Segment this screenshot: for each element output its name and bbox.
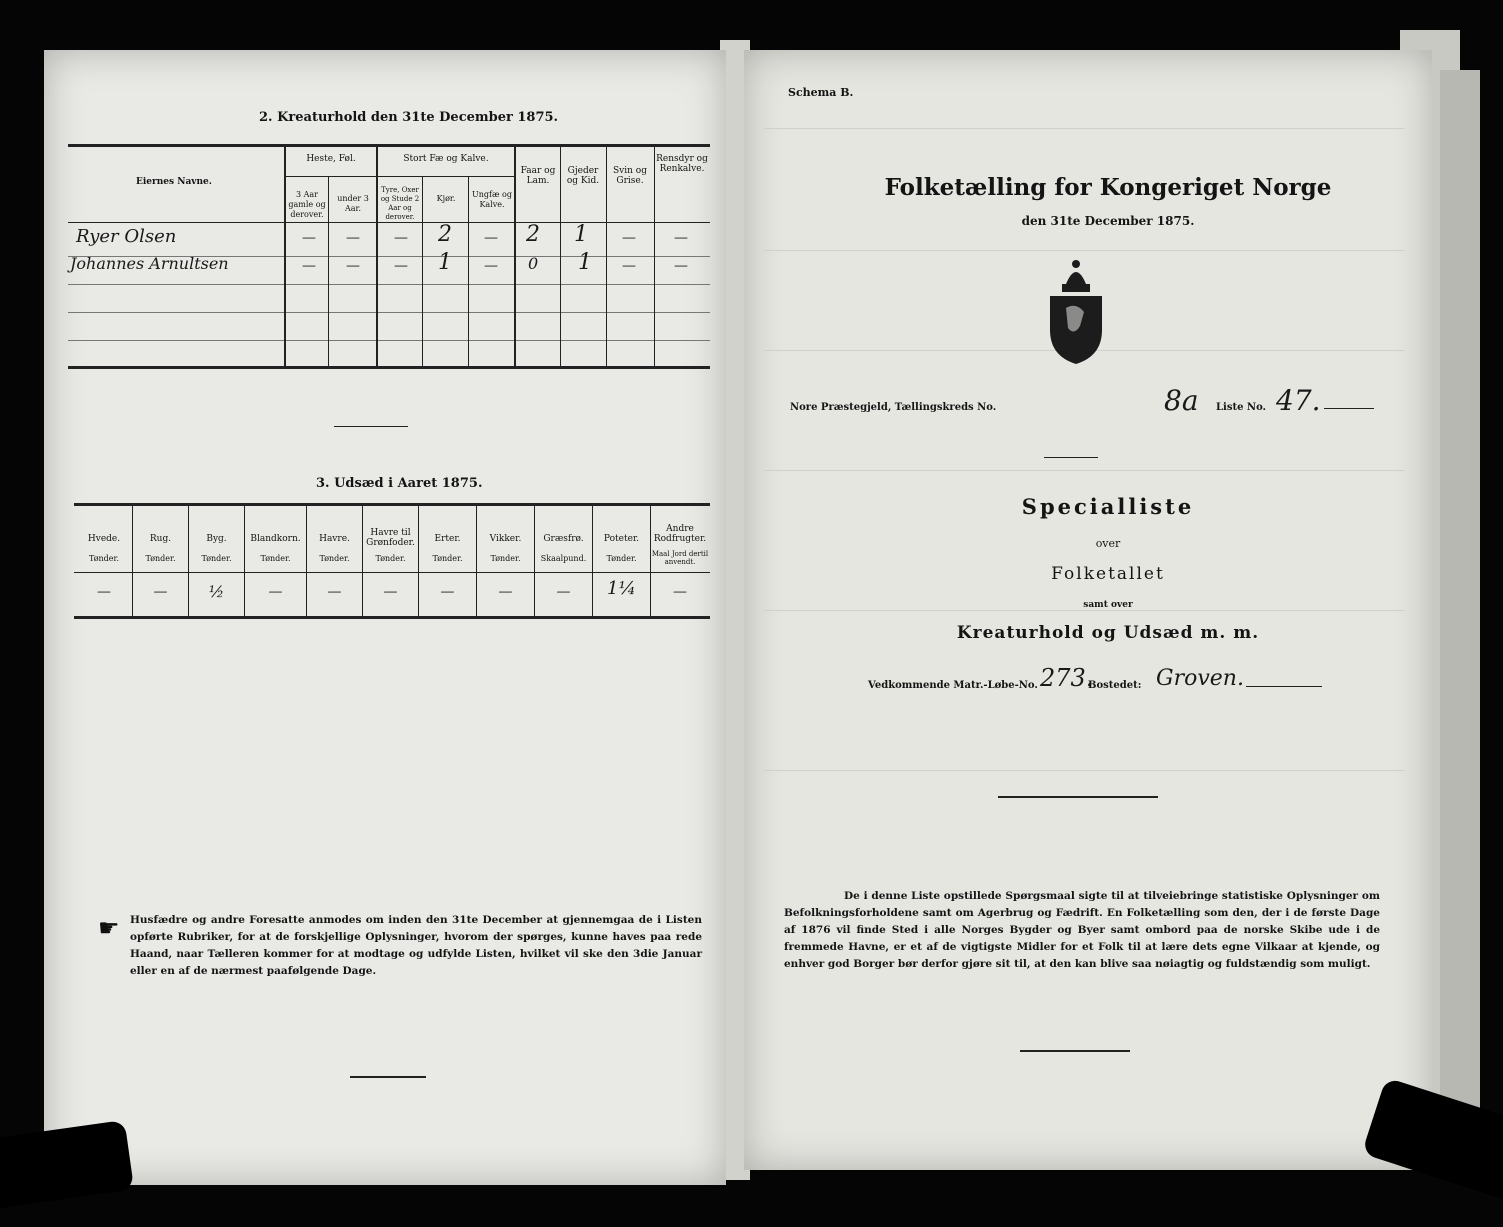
crop-name: Vikker. (489, 534, 522, 544)
over-text: over (1095, 537, 1121, 550)
samt-over-text: samt over (1083, 600, 1133, 610)
cell: 2 (526, 222, 540, 247)
specialliste-heading: Specialliste (1021, 494, 1195, 519)
cell: — (622, 230, 636, 246)
horses-3yr-header: 3 Aar gamle og derover. (288, 190, 326, 219)
goats-header: Gjeder og Kid. (566, 166, 600, 186)
crop-name: Erter. (434, 534, 461, 544)
cell: 1 (438, 250, 452, 275)
crop-unit: Tønder. (88, 554, 120, 563)
kreaturhold-heading: Kreaturhold og Udsæd m. m. (956, 623, 1260, 643)
crop-unit: Tønder. (432, 554, 463, 563)
bulls-header: Tyre, Oxer og Stude 2 Aar og derover. (380, 186, 420, 221)
cell: — (674, 258, 688, 274)
crop-name: Græsfrø. (543, 534, 584, 544)
section2-title: 2. Kreaturhold den 31te December 1875. (259, 110, 559, 125)
notice-text: Husfædre og andre Foresatte anmodes om inden den 31te December at gjennemgaa de i Listen opførte Rubriker, for at de forskjellige Oplysninger, hvorom der spørges, kunne haves paa rede Haand, naar Tælleren kommer for at modtage og udfylde Listen, hvilket vil ske den 3die Januar eller en af de nærmest paafølgende Dage. (130, 914, 702, 977)
cell: — (302, 230, 316, 246)
crop-value: — (97, 584, 111, 600)
liste-label: Liste No. (1216, 402, 1267, 413)
crop-name: Blandkorn. (250, 534, 301, 544)
crop-value: — (498, 584, 513, 600)
cell: 0 (528, 254, 539, 273)
crop-value: — (327, 584, 342, 600)
crop-value: — (556, 584, 571, 600)
census-date: den 31te December 1875. (1021, 214, 1195, 228)
separator (1020, 1050, 1130, 1052)
cell: — (346, 230, 360, 246)
schema-label: Schema B. (788, 86, 854, 99)
crop-unit: Skaalpund. (540, 554, 587, 563)
sheep-header: Faar og Lam. (520, 166, 556, 186)
matr-number: 273. (1040, 664, 1094, 692)
crop-name: Havre. (319, 534, 350, 544)
crop-unit: Tønder. (606, 554, 637, 563)
cattle-header: Stort Fæ og Kalve. (403, 154, 489, 164)
crop-value: ½ (208, 582, 225, 601)
header-bottom-rule (68, 222, 710, 223)
cows-header: Kjør. (436, 194, 456, 203)
crop-name: Byg. (206, 534, 227, 544)
owner-column-header: Eiernes Navne. (136, 177, 212, 187)
right-page (744, 50, 1432, 1170)
separator (998, 796, 1158, 798)
binder-clip (1362, 1077, 1503, 1203)
crop-unit: Tønder. (145, 554, 176, 563)
pigs-header: Svin og Grise. (613, 166, 647, 186)
kreds-number: 8a (1164, 384, 1199, 417)
cell: — (674, 230, 688, 246)
coat-of-arms-icon (1044, 256, 1108, 364)
intro-paragraph: De i denne Liste opstillede Spørgsmaal sigte til at tilveiebringe statistiske Oplysninger om Befolkningsforholdene samt om Agerbrug og Fædrift. En Folketælling som den, der i de første Dage af 1876 vil finde Sted i alle Norges Bygder og Byer samt ombord paa de norske Skibe ude i de fremmede Havne, er et af de vigtigste Midler for et Folk til at lære dets egne Vilkaar at kjende, og enhver god Borger bør derfor gjøre sit til, at den kan blive saa nøiagtig og fuldstændig som muligt. (784, 890, 1380, 970)
cell: — (394, 258, 408, 274)
crop-unit: Tønder. (490, 554, 521, 563)
separator (334, 426, 408, 427)
separator (350, 1076, 426, 1078)
liste-number: 47. (1276, 384, 1321, 417)
table-bottom-rule (68, 366, 710, 369)
page-stack-edge (1440, 70, 1480, 1150)
young-cattle-header: Ungfæ og Kalve. (472, 190, 512, 209)
crops-table-top-rule (74, 503, 710, 506)
crop-value: — (153, 584, 168, 600)
cell: — (302, 258, 316, 274)
cell: — (484, 230, 498, 246)
crop-unit: Tønder. (319, 554, 350, 563)
folketallet-heading: Folketallet (1051, 564, 1165, 584)
cell: — (394, 230, 408, 246)
crop-unit: Tønder. (201, 554, 232, 563)
crop-value: — (440, 584, 455, 600)
owner-name: Ryer Olsen (76, 226, 177, 247)
crop-name: Havre til Grønfoder. (366, 528, 415, 548)
bosted-value: Groven. (1156, 666, 1244, 691)
crops-table-bottom-rule (74, 616, 710, 619)
left-page (44, 50, 726, 1185)
location-label: Nore Præstegjeld, Tællingskreds No. (790, 402, 997, 413)
cell: — (622, 258, 636, 274)
binder-clip (0, 1120, 134, 1210)
table-top-rule (68, 144, 710, 147)
pointing-hand-icon: ☛ (98, 914, 120, 942)
bosted-label: Bostedet: (1088, 680, 1142, 691)
crops-header-rule (74, 572, 710, 573)
crop-name: Rug. (149, 534, 172, 544)
crop-unit: Tønder. (260, 554, 291, 563)
crop-name: Andre Rodfrugter. (653, 524, 707, 544)
crop-value: 1¼ (607, 578, 636, 599)
owner-name: Johannes Arnultsen (70, 254, 229, 273)
cell: 2 (438, 222, 452, 247)
crop-unit: Tønder. (375, 554, 406, 563)
reindeer-header: Rensdyr og Renkalve. (656, 154, 708, 174)
cell: 1 (578, 250, 592, 275)
cell: 1 (574, 222, 588, 247)
horses-under3-header: under 3 Aar. (337, 194, 369, 213)
crop-name: Hvede. (87, 534, 121, 544)
cell: — (346, 258, 360, 274)
crop-value: — (268, 584, 283, 600)
section3-title: 3. Udsæd i Aaret 1875. (316, 476, 483, 491)
matr-label: Vedkommende Matr.-Løbe-No. (868, 680, 1038, 691)
crop-value: — (383, 584, 398, 600)
crop-unit: Maal Jord dertil anvendt. (651, 550, 709, 566)
census-title: Folketælling for Kongeriget Norge (884, 174, 1332, 201)
crop-name: Poteter. (603, 534, 640, 544)
crop-value: — (673, 584, 687, 600)
cell: — (484, 258, 498, 274)
separator (1044, 457, 1098, 458)
horses-header: Heste, Føl. (306, 154, 356, 164)
